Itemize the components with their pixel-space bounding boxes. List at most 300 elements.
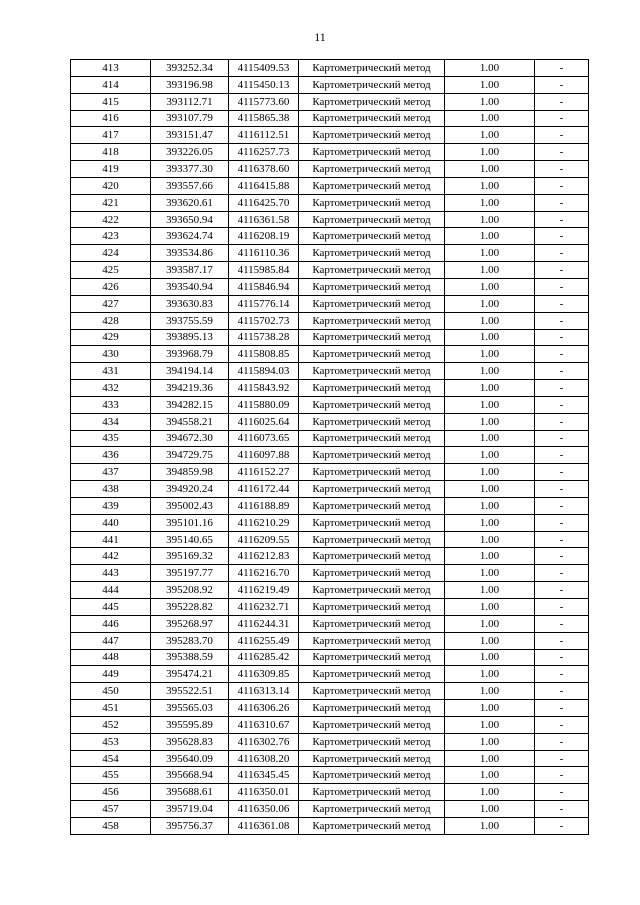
method-cell: Картометрический метод xyxy=(299,683,445,700)
x-coordinate-cell: 393650.94 xyxy=(151,211,229,228)
accuracy-cell: 1.00 xyxy=(445,464,535,481)
table-row xyxy=(71,413,589,430)
table-row xyxy=(71,295,589,312)
x-coordinate-cell: 394920.24 xyxy=(151,481,229,498)
point-number-cell: 422 xyxy=(71,211,151,228)
accuracy-cell: 1.00 xyxy=(445,649,535,666)
description-cell: - xyxy=(535,481,589,498)
description-cell: - xyxy=(535,817,589,834)
method-cell: Картометрический метод xyxy=(299,430,445,447)
method-cell: Картометрический метод xyxy=(299,161,445,178)
y-coordinate-cell: 4116415.88 xyxy=(229,177,299,194)
point-number-cell: 449 xyxy=(71,666,151,683)
x-coordinate-cell: 393630.83 xyxy=(151,295,229,312)
method-cell: Картометрический метод xyxy=(299,211,445,228)
table-row xyxy=(71,514,589,531)
y-coordinate-cell: 4116025.64 xyxy=(229,413,299,430)
page-number: 11 xyxy=(314,30,326,44)
description-cell: - xyxy=(535,582,589,599)
table-row xyxy=(71,144,589,161)
y-coordinate-cell: 4115450.13 xyxy=(229,76,299,93)
x-coordinate-cell: 395756.37 xyxy=(151,817,229,834)
x-coordinate-cell: 393540.94 xyxy=(151,278,229,295)
description-cell: - xyxy=(535,649,589,666)
y-coordinate-cell: 4116309.85 xyxy=(229,666,299,683)
accuracy-cell: 1.00 xyxy=(445,683,535,700)
point-number-cell: 427 xyxy=(71,295,151,312)
description-cell: - xyxy=(535,430,589,447)
description-cell: - xyxy=(535,228,589,245)
accuracy-cell: 1.00 xyxy=(445,599,535,616)
x-coordinate-cell: 395595.89 xyxy=(151,716,229,733)
x-coordinate-cell: 395197.77 xyxy=(151,565,229,582)
description-cell: - xyxy=(535,750,589,767)
x-coordinate-cell: 395208.92 xyxy=(151,582,229,599)
accuracy-cell: 1.00 xyxy=(445,632,535,649)
method-cell: Картометрический метод xyxy=(299,144,445,161)
accuracy-cell: 1.00 xyxy=(445,346,535,363)
table-row xyxy=(71,649,589,666)
point-number-cell: 423 xyxy=(71,228,151,245)
accuracy-cell: 1.00 xyxy=(445,110,535,127)
accuracy-cell: 1.00 xyxy=(445,582,535,599)
table-row xyxy=(71,110,589,127)
point-number-cell: 455 xyxy=(71,767,151,784)
method-cell: Картометрический метод xyxy=(299,649,445,666)
method-cell: Картометрический метод xyxy=(299,565,445,582)
table-row xyxy=(71,396,589,413)
y-coordinate-cell: 4116112.51 xyxy=(229,127,299,144)
method-cell: Картометрический метод xyxy=(299,363,445,380)
table-row xyxy=(71,211,589,228)
description-cell: - xyxy=(535,514,589,531)
y-coordinate-cell: 4116306.26 xyxy=(229,700,299,717)
y-coordinate-cell: 4116310.67 xyxy=(229,716,299,733)
point-number-cell: 416 xyxy=(71,110,151,127)
table-row xyxy=(71,565,589,582)
accuracy-cell: 1.00 xyxy=(445,565,535,582)
method-cell: Картометрический метод xyxy=(299,76,445,93)
description-cell: - xyxy=(535,784,589,801)
accuracy-cell: 1.00 xyxy=(445,76,535,93)
y-coordinate-cell: 4116345.45 xyxy=(229,767,299,784)
table-row xyxy=(71,582,589,599)
y-coordinate-cell: 4116350.06 xyxy=(229,801,299,818)
accuracy-cell: 1.00 xyxy=(445,801,535,818)
x-coordinate-cell: 393755.59 xyxy=(151,312,229,329)
method-cell: Картометрический метод xyxy=(299,514,445,531)
description-cell: - xyxy=(535,211,589,228)
table-row xyxy=(71,767,589,784)
method-cell: Картометрический метод xyxy=(299,700,445,717)
accuracy-cell: 1.00 xyxy=(445,144,535,161)
point-number-cell: 413 xyxy=(71,60,151,77)
y-coordinate-cell: 4116097.88 xyxy=(229,447,299,464)
description-cell: - xyxy=(535,312,589,329)
method-cell: Картометрический метод xyxy=(299,245,445,262)
point-number-cell: 453 xyxy=(71,733,151,750)
x-coordinate-cell: 395101.16 xyxy=(151,514,229,531)
x-coordinate-cell: 393151.47 xyxy=(151,127,229,144)
y-coordinate-cell: 4116308.20 xyxy=(229,750,299,767)
table-row xyxy=(71,127,589,144)
point-number-cell: 425 xyxy=(71,262,151,279)
point-number-cell: 445 xyxy=(71,599,151,616)
method-cell: Картометрический метод xyxy=(299,666,445,683)
accuracy-cell: 1.00 xyxy=(445,295,535,312)
point-number-cell: 415 xyxy=(71,93,151,110)
accuracy-cell: 1.00 xyxy=(445,312,535,329)
accuracy-cell: 1.00 xyxy=(445,733,535,750)
x-coordinate-cell: 394219.36 xyxy=(151,380,229,397)
accuracy-cell: 1.00 xyxy=(445,363,535,380)
method-cell: Картометрический метод xyxy=(299,817,445,834)
x-coordinate-cell: 393557.66 xyxy=(151,177,229,194)
y-coordinate-cell: 4116244.31 xyxy=(229,615,299,632)
accuracy-cell: 1.00 xyxy=(445,548,535,565)
x-coordinate-cell: 394558.21 xyxy=(151,413,229,430)
x-coordinate-cell: 393968.79 xyxy=(151,346,229,363)
description-cell: - xyxy=(535,177,589,194)
description-cell: - xyxy=(535,767,589,784)
y-coordinate-cell: 4115865.38 xyxy=(229,110,299,127)
table-row xyxy=(71,430,589,447)
point-number-cell: 420 xyxy=(71,177,151,194)
point-number-cell: 441 xyxy=(71,531,151,548)
description-cell: - xyxy=(535,413,589,430)
x-coordinate-cell: 395474.21 xyxy=(151,666,229,683)
x-coordinate-cell: 393620.61 xyxy=(151,194,229,211)
point-number-cell: 447 xyxy=(71,632,151,649)
table-row xyxy=(71,817,589,834)
accuracy-cell: 1.00 xyxy=(445,514,535,531)
description-cell: - xyxy=(535,666,589,683)
point-number-cell: 444 xyxy=(71,582,151,599)
method-cell: Картометрический метод xyxy=(299,481,445,498)
point-number-cell: 433 xyxy=(71,396,151,413)
y-coordinate-cell: 4115776.14 xyxy=(229,295,299,312)
method-cell: Картометрический метод xyxy=(299,380,445,397)
y-coordinate-cell: 4116152.27 xyxy=(229,464,299,481)
point-number-cell: 414 xyxy=(71,76,151,93)
x-coordinate-cell: 395640.09 xyxy=(151,750,229,767)
x-coordinate-cell: 394282.15 xyxy=(151,396,229,413)
method-cell: Картометрический метод xyxy=(299,632,445,649)
x-coordinate-cell: 395228.82 xyxy=(151,599,229,616)
accuracy-cell: 1.00 xyxy=(445,447,535,464)
y-coordinate-cell: 4116208.19 xyxy=(229,228,299,245)
method-cell: Картометрический метод xyxy=(299,110,445,127)
table-row xyxy=(71,683,589,700)
table-row xyxy=(71,784,589,801)
x-coordinate-cell: 395388.59 xyxy=(151,649,229,666)
method-cell: Картометрический метод xyxy=(299,801,445,818)
table-row xyxy=(71,194,589,211)
point-number-cell: 424 xyxy=(71,245,151,262)
description-cell: - xyxy=(535,380,589,397)
description-cell: - xyxy=(535,278,589,295)
accuracy-cell: 1.00 xyxy=(445,93,535,110)
table-row xyxy=(71,464,589,481)
accuracy-cell: 1.00 xyxy=(445,413,535,430)
method-cell: Картометрический метод xyxy=(299,329,445,346)
table-row xyxy=(71,177,589,194)
method-cell: Картометрический метод xyxy=(299,312,445,329)
x-coordinate-cell: 393624.74 xyxy=(151,228,229,245)
point-number-cell: 430 xyxy=(71,346,151,363)
y-coordinate-cell: 4116302.76 xyxy=(229,733,299,750)
table-row xyxy=(71,278,589,295)
table-row xyxy=(71,380,589,397)
description-cell: - xyxy=(535,801,589,818)
accuracy-cell: 1.00 xyxy=(445,194,535,211)
table-row xyxy=(71,599,589,616)
point-number-cell: 457 xyxy=(71,801,151,818)
description-cell: - xyxy=(535,346,589,363)
x-coordinate-cell: 395719.04 xyxy=(151,801,229,818)
description-cell: - xyxy=(535,161,589,178)
point-number-cell: 442 xyxy=(71,548,151,565)
point-number-cell: 450 xyxy=(71,683,151,700)
y-coordinate-cell: 4116210.29 xyxy=(229,514,299,531)
x-coordinate-cell: 393196.98 xyxy=(151,76,229,93)
table-row xyxy=(71,497,589,514)
method-cell: Картометрический метод xyxy=(299,531,445,548)
y-coordinate-cell: 4116313.14 xyxy=(229,683,299,700)
description-cell: - xyxy=(535,565,589,582)
y-coordinate-cell: 4116257.73 xyxy=(229,144,299,161)
table-row xyxy=(71,228,589,245)
method-cell: Картометрический метод xyxy=(299,262,445,279)
y-coordinate-cell: 4116073.65 xyxy=(229,430,299,447)
y-coordinate-cell: 4115738.28 xyxy=(229,329,299,346)
x-coordinate-cell: 394859.98 xyxy=(151,464,229,481)
accuracy-cell: 1.00 xyxy=(445,60,535,77)
y-coordinate-cell: 4116378.60 xyxy=(229,161,299,178)
method-cell: Картометрический метод xyxy=(299,784,445,801)
point-number-cell: 438 xyxy=(71,481,151,498)
table-row xyxy=(71,262,589,279)
method-cell: Картометрический метод xyxy=(299,278,445,295)
point-number-cell: 436 xyxy=(71,447,151,464)
accuracy-cell: 1.00 xyxy=(445,716,535,733)
y-coordinate-cell: 4116232.71 xyxy=(229,599,299,616)
table-row xyxy=(71,548,589,565)
description-cell: - xyxy=(535,93,589,110)
method-cell: Картометрический метод xyxy=(299,464,445,481)
table-row xyxy=(71,76,589,93)
point-number-cell: 448 xyxy=(71,649,151,666)
description-cell: - xyxy=(535,76,589,93)
description-cell: - xyxy=(535,295,589,312)
point-number-cell: 418 xyxy=(71,144,151,161)
method-cell: Картометрический метод xyxy=(299,194,445,211)
method-cell: Картометрический метод xyxy=(299,615,445,632)
table-row xyxy=(71,481,589,498)
accuracy-cell: 1.00 xyxy=(445,380,535,397)
y-coordinate-cell: 4115985.84 xyxy=(229,262,299,279)
accuracy-cell: 1.00 xyxy=(445,127,535,144)
description-cell: - xyxy=(535,144,589,161)
table-row xyxy=(71,666,589,683)
x-coordinate-cell: 395169.32 xyxy=(151,548,229,565)
description-cell: - xyxy=(535,700,589,717)
description-cell: - xyxy=(535,110,589,127)
table-row xyxy=(71,60,589,77)
table-row xyxy=(71,733,589,750)
x-coordinate-cell: 393107.79 xyxy=(151,110,229,127)
y-coordinate-cell: 4116219.49 xyxy=(229,582,299,599)
y-coordinate-cell: 4116172.44 xyxy=(229,481,299,498)
accuracy-cell: 1.00 xyxy=(445,396,535,413)
y-coordinate-cell: 4116188.89 xyxy=(229,497,299,514)
table-row xyxy=(71,716,589,733)
table-row xyxy=(71,329,589,346)
table-row xyxy=(71,161,589,178)
method-cell: Картометрический метод xyxy=(299,548,445,565)
accuracy-cell: 1.00 xyxy=(445,817,535,834)
x-coordinate-cell: 395628.83 xyxy=(151,733,229,750)
point-number-cell: 458 xyxy=(71,817,151,834)
accuracy-cell: 1.00 xyxy=(445,262,535,279)
x-coordinate-cell: 395522.51 xyxy=(151,683,229,700)
description-cell: - xyxy=(535,245,589,262)
accuracy-cell: 1.00 xyxy=(445,700,535,717)
accuracy-cell: 1.00 xyxy=(445,615,535,632)
point-number-cell: 454 xyxy=(71,750,151,767)
point-number-cell: 431 xyxy=(71,363,151,380)
accuracy-cell: 1.00 xyxy=(445,161,535,178)
point-number-cell: 421 xyxy=(71,194,151,211)
accuracy-cell: 1.00 xyxy=(445,430,535,447)
description-cell: - xyxy=(535,599,589,616)
table-row xyxy=(71,312,589,329)
method-cell: Картометрический метод xyxy=(299,346,445,363)
method-cell: Картометрический метод xyxy=(299,413,445,430)
table-row xyxy=(71,700,589,717)
x-coordinate-cell: 394729.75 xyxy=(151,447,229,464)
y-coordinate-cell: 4116361.58 xyxy=(229,211,299,228)
table-row xyxy=(71,363,589,380)
point-number-cell: 434 xyxy=(71,413,151,430)
point-number-cell: 419 xyxy=(71,161,151,178)
accuracy-cell: 1.00 xyxy=(445,666,535,683)
x-coordinate-cell: 395688.61 xyxy=(151,784,229,801)
table-row xyxy=(71,615,589,632)
accuracy-cell: 1.00 xyxy=(445,767,535,784)
y-coordinate-cell: 4115880.09 xyxy=(229,396,299,413)
x-coordinate-cell: 393112.71 xyxy=(151,93,229,110)
description-cell: - xyxy=(535,329,589,346)
y-coordinate-cell: 4116209.55 xyxy=(229,531,299,548)
coordinates-table xyxy=(70,59,589,835)
method-cell: Картометрический метод xyxy=(299,733,445,750)
x-coordinate-cell: 393377.30 xyxy=(151,161,229,178)
x-coordinate-cell: 393895.13 xyxy=(151,329,229,346)
x-coordinate-cell: 393534.86 xyxy=(151,245,229,262)
accuracy-cell: 1.00 xyxy=(445,784,535,801)
accuracy-cell: 1.00 xyxy=(445,497,535,514)
y-coordinate-cell: 4115894.03 xyxy=(229,363,299,380)
table-row xyxy=(71,93,589,110)
point-number-cell: 452 xyxy=(71,716,151,733)
method-cell: Картометрический метод xyxy=(299,716,445,733)
description-cell: - xyxy=(535,497,589,514)
y-coordinate-cell: 4116285.42 xyxy=(229,649,299,666)
method-cell: Картометрический метод xyxy=(299,599,445,616)
description-cell: - xyxy=(535,464,589,481)
description-cell: - xyxy=(535,60,589,77)
description-cell: - xyxy=(535,548,589,565)
method-cell: Картометрический метод xyxy=(299,750,445,767)
method-cell: Картометрический метод xyxy=(299,295,445,312)
table-row xyxy=(71,632,589,649)
point-number-cell: 443 xyxy=(71,565,151,582)
method-cell: Картометрический метод xyxy=(299,497,445,514)
y-coordinate-cell: 4116110.36 xyxy=(229,245,299,262)
method-cell: Картометрический метод xyxy=(299,228,445,245)
description-cell: - xyxy=(535,194,589,211)
description-cell: - xyxy=(535,127,589,144)
x-coordinate-cell: 395268.97 xyxy=(151,615,229,632)
y-coordinate-cell: 4116255.49 xyxy=(229,632,299,649)
method-cell: Картометрический метод xyxy=(299,767,445,784)
coordinates-table-body xyxy=(71,60,589,835)
description-cell: - xyxy=(535,447,589,464)
y-coordinate-cell: 4116212.83 xyxy=(229,548,299,565)
point-number-cell: 437 xyxy=(71,464,151,481)
x-coordinate-cell: 393587.17 xyxy=(151,262,229,279)
point-number-cell: 428 xyxy=(71,312,151,329)
accuracy-cell: 1.00 xyxy=(445,211,535,228)
description-cell: - xyxy=(535,363,589,380)
y-coordinate-cell: 4115808.85 xyxy=(229,346,299,363)
y-coordinate-cell: 4116350.01 xyxy=(229,784,299,801)
accuracy-cell: 1.00 xyxy=(445,750,535,767)
point-number-cell: 439 xyxy=(71,497,151,514)
method-cell: Картометрический метод xyxy=(299,582,445,599)
description-cell: - xyxy=(535,615,589,632)
accuracy-cell: 1.00 xyxy=(445,278,535,295)
description-cell: - xyxy=(535,262,589,279)
point-number-cell: 456 xyxy=(71,784,151,801)
point-number-cell: 426 xyxy=(71,278,151,295)
table-row xyxy=(71,447,589,464)
y-coordinate-cell: 4115846.94 xyxy=(229,278,299,295)
y-coordinate-cell: 4115702.73 xyxy=(229,312,299,329)
x-coordinate-cell: 395668.94 xyxy=(151,767,229,784)
point-number-cell: 446 xyxy=(71,615,151,632)
y-coordinate-cell: 4115843.92 xyxy=(229,380,299,397)
method-cell: Картометрический метод xyxy=(299,396,445,413)
description-cell: - xyxy=(535,531,589,548)
point-number-cell: 417 xyxy=(71,127,151,144)
method-cell: Картометрический метод xyxy=(299,177,445,194)
x-coordinate-cell: 395140.65 xyxy=(151,531,229,548)
method-cell: Картометрический метод xyxy=(299,93,445,110)
y-coordinate-cell: 4116361.08 xyxy=(229,817,299,834)
table-row xyxy=(71,801,589,818)
x-coordinate-cell: 395002.43 xyxy=(151,497,229,514)
accuracy-cell: 1.00 xyxy=(445,177,535,194)
point-number-cell: 435 xyxy=(71,430,151,447)
accuracy-cell: 1.00 xyxy=(445,228,535,245)
y-coordinate-cell: 4115409.53 xyxy=(229,60,299,77)
y-coordinate-cell: 4115773.60 xyxy=(229,93,299,110)
x-coordinate-cell: 393252.34 xyxy=(151,60,229,77)
accuracy-cell: 1.00 xyxy=(445,329,535,346)
y-coordinate-cell: 4116216.70 xyxy=(229,565,299,582)
